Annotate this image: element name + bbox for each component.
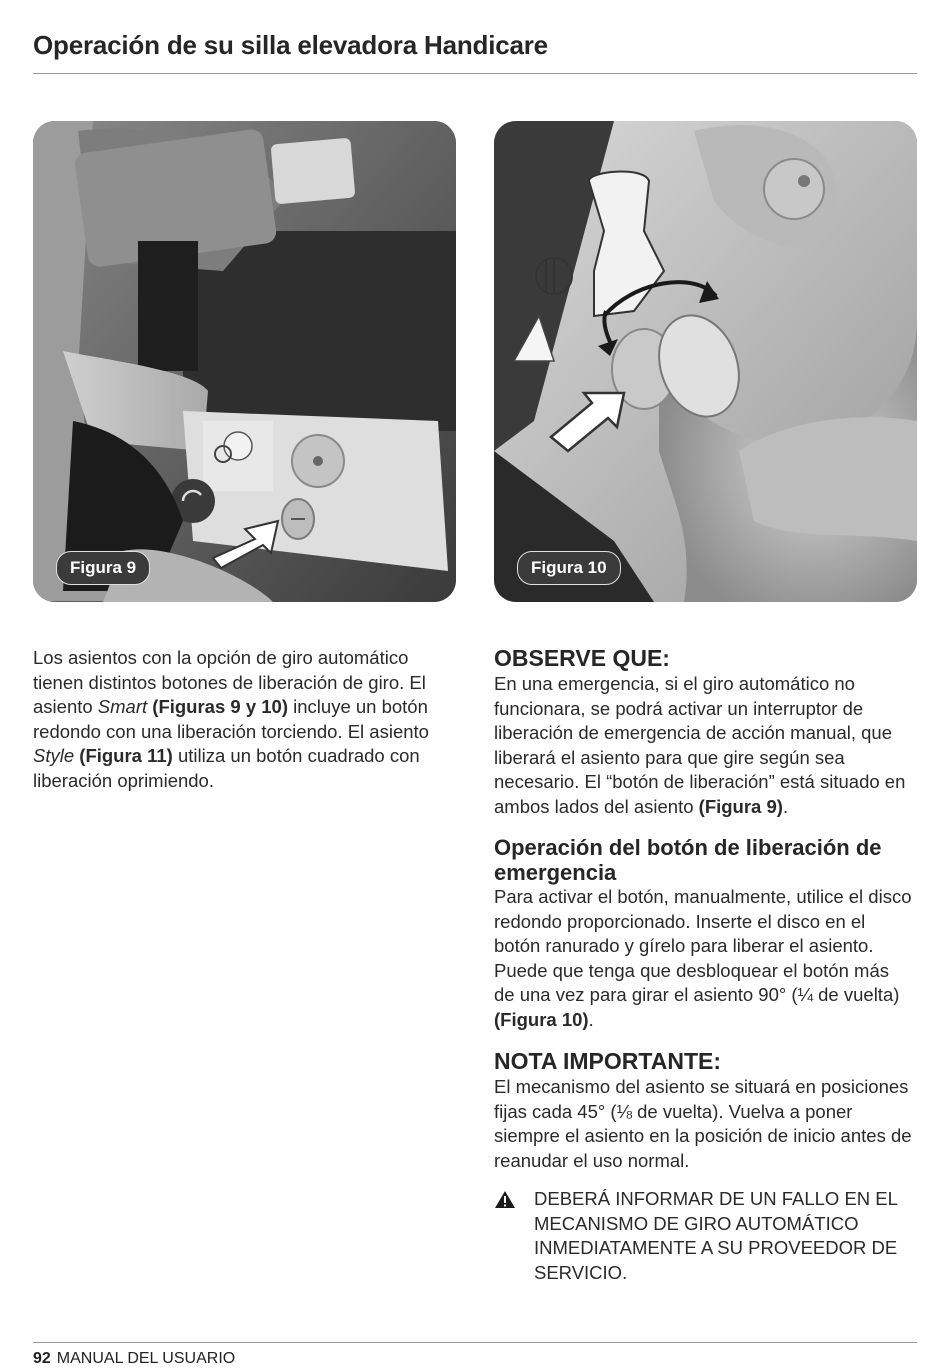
operation-ref-fig10: (Figura 10) bbox=[494, 1008, 589, 1030]
observe-period: . bbox=[782, 795, 789, 817]
intro-paragraph bbox=[33, 646, 453, 793]
figure-10-image bbox=[494, 121, 917, 602]
observe-ref-fig9: (Figura 9) bbox=[698, 795, 783, 817]
page-title: Operación de su silla elevadora Handicare bbox=[33, 30, 548, 60]
operation-paragraph bbox=[494, 885, 914, 1032]
observe-text: En una emergencia, si el giro automático no funcionara, se podrá activar un interruptor de liberación de emergencia de acción manual, que liberará el asiento para que gire según sea necesario. El “botón de liberación” está situado en ambos lados del asiento bbox=[494, 673, 906, 817]
figure-9-photo bbox=[33, 121, 456, 602]
left-column bbox=[33, 646, 453, 793]
nota-paragraph: El mecanismo del asiento se situará en posiciones fijas cada 45° (⅛ de vuelta). Vuelva a poner siempre el asiento en la posición de inicio antes de reanudar el uso normal. bbox=[494, 1076, 912, 1171]
nota-heading: NOTA IMPORTANTE: bbox=[494, 1048, 721, 1074]
warning-text: DEBERÁ INFORMAR DE UN FALLO EN EL MECANISMO DE GIRO AUTOMÁTICO INMEDIATAMENTE A SU PROVEEDOR DE SERVICIO. bbox=[534, 1188, 898, 1283]
intro-text-2: incluye un botón redondo con una liberación torciendo. El asiento bbox=[33, 696, 429, 742]
right-column bbox=[494, 645, 914, 1285]
intro-text: Los asientos con la opción de giro automático tienen distintos botones de liberación de giro. El asiento bbox=[33, 647, 426, 717]
intro-smart: Smart bbox=[97, 696, 148, 717]
operation-period: . bbox=[588, 1008, 594, 1030]
figure-10-label: Figura 10 bbox=[517, 551, 621, 585]
footer-label: MANUAL DEL USUARIO bbox=[56, 1350, 236, 1367]
intro-text-3: utiliza un botón cuadrado con liberación oprimiendo. bbox=[33, 745, 420, 791]
nota-section bbox=[494, 1048, 914, 1285]
warning-triangle-icon bbox=[494, 1187, 534, 1285]
footer bbox=[33, 1350, 235, 1368]
operation-section bbox=[494, 835, 914, 1032]
operation-heading: Operación del botón de liberación de emergencia bbox=[494, 835, 882, 885]
warning-block bbox=[494, 1187, 914, 1285]
page-number: 92 bbox=[33, 1350, 51, 1367]
figure-10-photo bbox=[494, 121, 917, 602]
figure-9-image bbox=[33, 121, 456, 602]
header-divider bbox=[33, 73, 917, 74]
observe-heading: OBSERVE QUE: bbox=[494, 645, 670, 671]
figure-9-label: Figura 9 bbox=[56, 551, 150, 585]
observe-section bbox=[494, 645, 914, 819]
intro-ref-fig9-10: (Figuras 9 y 10) bbox=[152, 696, 288, 717]
footer-divider bbox=[33, 1342, 917, 1343]
intro-style: Style bbox=[33, 745, 75, 766]
intro-ref-fig11: (Figura 11) bbox=[79, 745, 173, 766]
observe-paragraph bbox=[494, 672, 914, 819]
operation-text: Para activar el botón, manualmente, utilice el disco redondo proporcionado. Inserte el disco en el botón ranurado y gírelo para liberar el asiento. Puede que tenga que desbloquear el botón más de una vez para girar el asiento 90° (¼ de vuelta) bbox=[494, 886, 912, 1005]
